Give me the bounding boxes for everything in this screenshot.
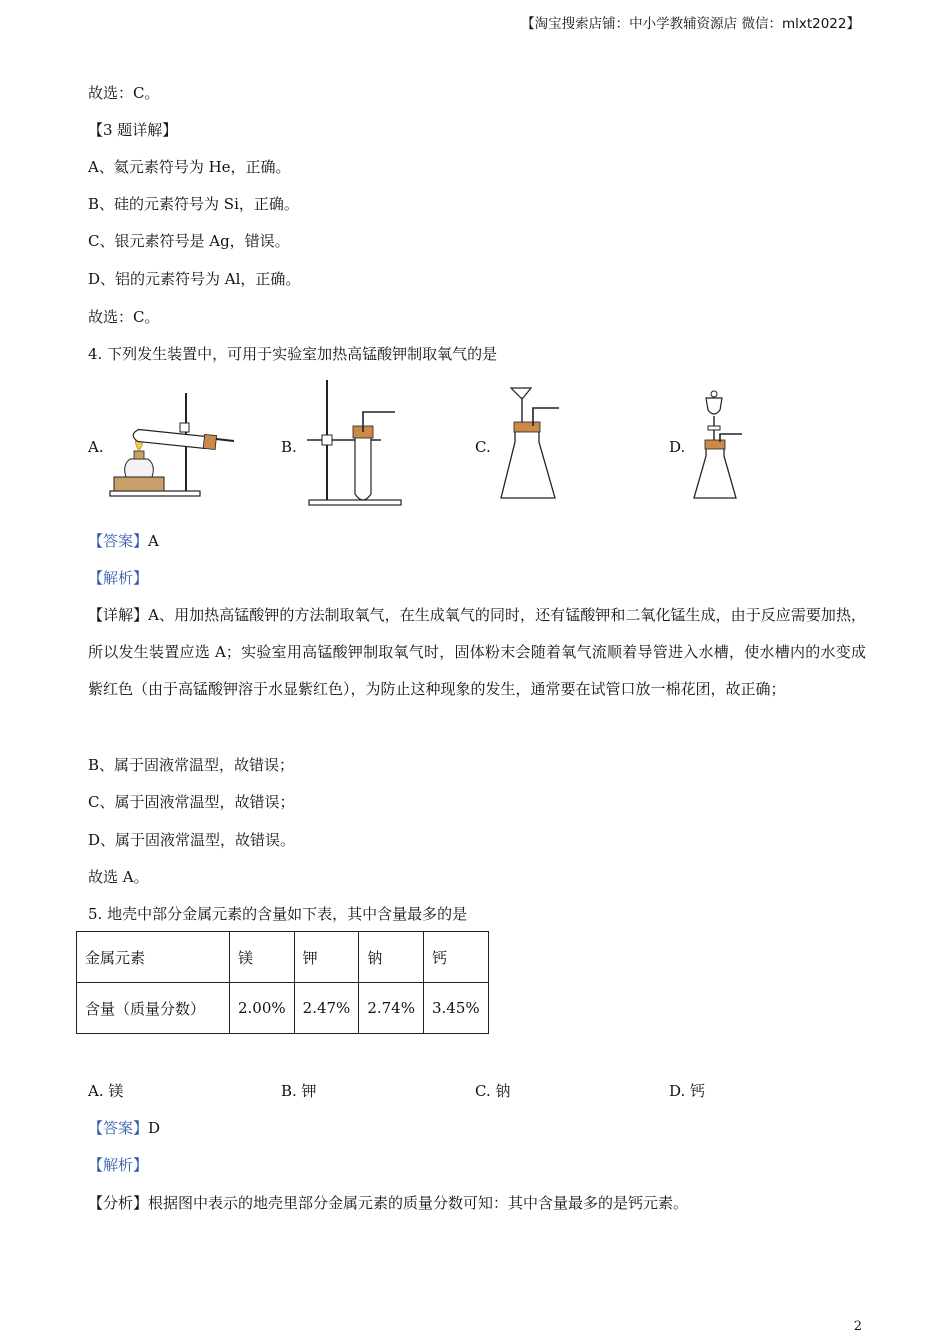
q5-option-a: A. 镁 <box>88 1082 124 1100</box>
table-cell: 2.47% <box>294 983 359 1034</box>
q5-option-c: C. 钠 <box>475 1082 511 1100</box>
question-5-stem: 5. 地壳中部分金属元素的含量如下表，其中含量最多的是 <box>88 905 468 923</box>
table-cell: 3.45% <box>423 983 488 1034</box>
q4-answer <box>88 530 159 551</box>
text-line: C、银元素符号是 Ag，错误。 <box>88 232 290 250</box>
table-cell: 2.74% <box>359 983 424 1034</box>
answer-value: A <box>148 532 159 550</box>
q5-option-b: B. 钾 <box>281 1082 317 1100</box>
text-line: C、属于固液常温型，故错误； <box>88 793 295 811</box>
table-row <box>77 983 489 1034</box>
apparatus-b-test-tube-stand-icon <box>303 376 403 510</box>
question-4-stem: 4. 下列发生装置中，可用于实验室加热高锰酸钾制取氧气的是 <box>88 345 498 363</box>
q5-analysis: 【分析】根据图中表示的地壳里部分金属元素的质量分数可知：其中含量最多的是钙元素。 <box>88 1194 689 1212</box>
text-line: D、铝的元素符号为 Al，正确。 <box>88 270 301 288</box>
table-cell: 2.00% <box>230 983 295 1034</box>
text-line: 故选：C。 <box>88 84 160 102</box>
table-cell: 钠 <box>359 932 424 983</box>
q4-option-a-label: A. <box>88 438 104 456</box>
page-number: 2 <box>853 1319 862 1334</box>
apparatus-c-flask-funnel-icon <box>497 384 565 506</box>
text-line: B、硅的元素符号为 Si，正确。 <box>88 195 299 213</box>
text-line: D、属于固液常温型，故错误。 <box>88 831 296 849</box>
answer-tag: 【答案】 <box>88 1119 149 1137</box>
analysis-tag: 【解析】 <box>88 569 149 587</box>
table-cell: 钾 <box>294 932 359 983</box>
apparatus-a-heating-tube-icon <box>108 385 240 505</box>
table-cell: 含量（质量分数） <box>77 983 230 1034</box>
text-line: 故选：C。 <box>88 308 160 326</box>
q4-option-c-label: C. <box>475 438 491 456</box>
q4-option-b-label: B. <box>281 438 297 456</box>
section-heading: 【3 题详解】 <box>88 121 178 139</box>
table-cell: 钙 <box>423 932 488 983</box>
table-row <box>77 932 489 983</box>
text-line: B、属于固液常温型，故错误； <box>88 756 295 774</box>
analysis-tag: 【解析】 <box>88 1156 149 1174</box>
text-line: 故选 A。 <box>88 868 149 886</box>
table-cell: 金属元素 <box>77 932 230 983</box>
q5-answer <box>88 1117 160 1138</box>
answer-value: D <box>148 1119 161 1137</box>
q5-option-d: D. 钙 <box>669 1082 706 1100</box>
answer-tag: 【答案】 <box>88 532 149 550</box>
text-line: A、氦元素符号为 He，正确。 <box>88 158 291 176</box>
q4-option-d-label: D. <box>669 438 686 456</box>
apparatus-d-separatory-funnel-icon <box>690 386 750 506</box>
q4-detail-paragraph: 【详解】A、用加热高锰酸钾的方法制取氧气，在生成氧气的同时，还有锰酸钾和二氧化锰生成，由于反应需要加热，所以发生装置应选 A；实验室用高锰酸钾制取氧气时，固体粉末会随着氧气流顺着导管进入水槽，使水槽内的水变成紫红色（由于高锰酸钾溶于水显紫红色），为防止这种现象的发生，通常要在试管口放一棉花团，故正确； <box>88 606 866 698</box>
table-cell: 镁 <box>230 932 295 983</box>
element-content-table <box>76 931 489 1034</box>
header-watermark: 【淘宝搜索店铺：中小学教辅资源店 微信：mlxt2022】 <box>521 16 860 32</box>
